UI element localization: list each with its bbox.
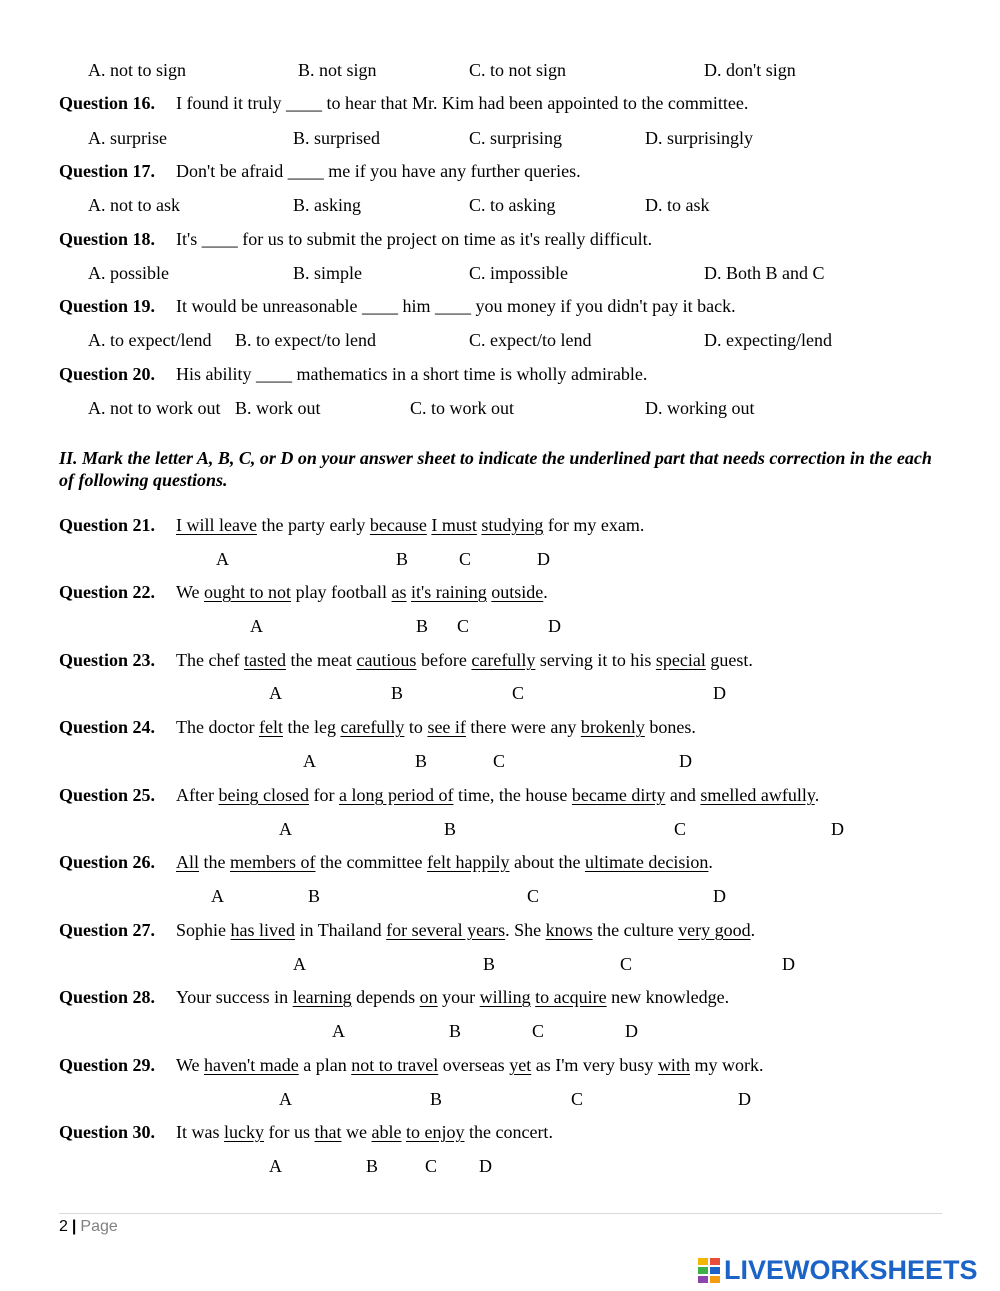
q26-letter-d: D <box>713 886 726 906</box>
underlined-part-b: because <box>369 515 427 535</box>
section-2-instruction: II. Mark the letter A, B, C, or D on your answer sheet to indicate the underlined part that needs correction in the each of following questions. <box>59 448 932 490</box>
q18-option-a: A. possible <box>88 263 169 283</box>
q16-option-c: C. surprising <box>469 128 563 148</box>
q18-option-b: B. simple <box>293 263 363 283</box>
question-label: Question 18. <box>59 229 156 249</box>
question-19 <box>59 295 736 317</box>
underlined-part-b: not to travel <box>351 1055 439 1075</box>
underlined-part-d: to acquire <box>535 987 607 1007</box>
q30-letter-b: B <box>366 1156 379 1176</box>
q17-option-b: B. asking <box>293 195 362 215</box>
underlined-part-a: learning <box>292 987 352 1007</box>
underlined-part-b: carefully <box>340 717 405 737</box>
footer-divider <box>59 1213 942 1214</box>
q15-option-b: B. not sign <box>298 60 377 80</box>
sentence-text: . She <box>505 920 546 940</box>
underlined-part-b: on <box>419 987 438 1007</box>
sentence-text: for us <box>264 1122 315 1142</box>
question-22 <box>59 581 548 603</box>
question-24 <box>59 716 696 738</box>
underlined-part-b: as <box>391 582 407 602</box>
underlined-part-a: haven't made <box>204 1055 299 1075</box>
q23-letter-d: D <box>713 683 726 703</box>
question-30 <box>59 1121 553 1143</box>
sentence-text: in Thailand <box>295 920 387 940</box>
question-23 <box>59 649 753 671</box>
sentence-text: The doctor <box>176 717 259 737</box>
underlined-part-d: brokenly <box>580 717 645 737</box>
q24-letter-c: C <box>493 751 506 771</box>
page-footer <box>59 1216 118 1238</box>
question-25 <box>59 784 819 806</box>
sentence-text: the <box>199 852 231 872</box>
q28-letter-c: C <box>532 1021 545 1041</box>
q29-letter-d: D <box>738 1089 751 1109</box>
q16-option-d: D. surprisingly <box>645 128 753 148</box>
underlined-part-c: felt happily <box>426 852 510 872</box>
question-label: Question 20. <box>59 364 156 384</box>
question-20 <box>59 363 647 385</box>
question-label: Question 26. <box>59 852 156 872</box>
page-number: 2 <box>59 1218 68 1235</box>
q25-letter-a: A <box>279 819 292 839</box>
underlined-part-c: I must <box>431 515 477 535</box>
question-label: Question 24. <box>59 717 156 737</box>
sentence-text: Sophie <box>176 920 231 940</box>
sentence-text: After <box>176 785 219 805</box>
q15-option-a: A. not to sign <box>88 60 187 80</box>
underlined-part-c: willing <box>479 987 531 1007</box>
q19-option-d: D. expecting/lend <box>704 330 832 350</box>
sentence-text: we <box>341 1122 372 1142</box>
underlined-part-b: that <box>314 1122 342 1142</box>
sentence-text: . <box>543 582 548 602</box>
underlined-part-a: lucky <box>224 1122 264 1142</box>
question-27 <box>59 919 755 941</box>
q16-option-b: B. surprised <box>293 128 380 148</box>
question-label: Question 23. <box>59 650 156 670</box>
q22-letter-a: A <box>250 616 263 636</box>
underlined-part-a: tasted <box>243 650 286 670</box>
underlined-part-d: very good <box>678 920 751 940</box>
sentence-text: a plan <box>298 1055 352 1075</box>
underlined-part-a: All <box>176 852 200 872</box>
q22-letter-b: B <box>416 616 429 636</box>
question-label: Question 17. <box>59 161 156 181</box>
sentence-text: bones. <box>644 717 696 737</box>
q17-option-c: C. to asking <box>469 195 556 215</box>
q20-option-d: D. working out <box>645 398 755 418</box>
question-label: Question 25. <box>59 785 156 805</box>
sentence-text: time, the house <box>453 785 572 805</box>
q24-letter-d: D <box>679 751 692 771</box>
underlined-part-c: see if <box>427 717 466 737</box>
sentence-text: the culture <box>592 920 679 940</box>
sentence-text: there were any <box>465 717 581 737</box>
q17-option-a: A. not to ask <box>88 195 180 215</box>
q21-letter-d: D <box>537 549 550 569</box>
underlined-part-c: carefully <box>471 650 536 670</box>
liveworksheets-icon <box>698 1256 722 1284</box>
underlined-part-a: has lived <box>230 920 296 940</box>
underlined-part-a: being closed <box>218 785 309 805</box>
liveworksheets-logo <box>698 1255 978 1285</box>
q15-option-d: D. don't sign <box>704 60 796 80</box>
q29-letter-a: A <box>279 1089 292 1109</box>
q28-letter-a: A <box>332 1021 345 1041</box>
sentence-text: as I'm very busy <box>531 1055 658 1075</box>
q19-option-a: A. to expect/lend <box>88 330 212 350</box>
question-18 <box>59 228 652 250</box>
q21-letter-c: C <box>459 549 472 569</box>
underlined-part-d: to enjoy <box>405 1122 465 1142</box>
sentence-text: the meat <box>285 650 357 670</box>
sentence-text: to <box>404 717 428 737</box>
q24-letter-b: B <box>415 751 428 771</box>
sentence-text: the leg <box>282 717 341 737</box>
question-text: I found it truly ____ to hear that Mr. Kim had been appointed to the committee. <box>176 93 749 113</box>
footer-separator: | <box>71 1218 77 1235</box>
sentence-text: We <box>176 1055 205 1075</box>
sentence-text: before <box>416 650 472 670</box>
question-text: His ability ____ mathematics in a short time is wholly admirable. <box>176 364 648 384</box>
question-label: Question 30. <box>59 1122 156 1142</box>
question-29 <box>59 1054 763 1076</box>
q29-letter-c: C <box>571 1089 584 1109</box>
underlined-part-c: it's raining <box>411 582 487 602</box>
question-label: Question 22. <box>59 582 156 602</box>
sentence-text: play football <box>291 582 392 602</box>
sentence-text: guest. <box>705 650 753 670</box>
q29-letter-b: B <box>430 1089 443 1109</box>
sentence-text: the party early <box>256 515 370 535</box>
underlined-part-b: members of <box>230 852 316 872</box>
sentence-text: the concert. <box>464 1122 553 1142</box>
q18-option-d: D. Both B and C <box>704 263 825 283</box>
sentence-text: serving it to his <box>535 650 656 670</box>
q22-letter-d: D <box>548 616 561 636</box>
underlined-part-a: ought to not <box>204 582 292 602</box>
q30-letter-d: D <box>479 1156 492 1176</box>
q28-letter-d: D <box>625 1021 638 1041</box>
sentence-text: . <box>814 785 820 805</box>
q25-letter-c: C <box>674 819 687 839</box>
sentence-text: . <box>708 852 713 872</box>
page-label: Page <box>80 1218 118 1235</box>
sentence-text: overseas <box>438 1055 510 1075</box>
question-label: Question 29. <box>59 1055 156 1075</box>
q25-letter-b: B <box>444 819 457 839</box>
q27-letter-d: D <box>782 954 795 974</box>
q18-option-c: C. impossible <box>469 263 569 283</box>
q24-letter-a: A <box>303 751 316 771</box>
q21-letter-a: A <box>216 549 229 569</box>
question-16 <box>59 92 748 114</box>
underlined-part-c: became dirty <box>571 785 666 805</box>
question-label: Question 27. <box>59 920 156 940</box>
underlined-part-d: studying <box>481 515 544 535</box>
underlined-part-d: ultimate decision <box>584 852 709 872</box>
q27-letter-c: C <box>620 954 633 974</box>
underlined-part-b: for several years <box>386 920 506 940</box>
q27-letter-b: B <box>483 954 496 974</box>
q26-letter-a: A <box>211 886 224 906</box>
sentence-text: . <box>750 920 756 940</box>
sentence-text: the committee <box>315 852 427 872</box>
q25-letter-d: D <box>831 819 844 839</box>
sentence-text: Your success in <box>176 987 293 1007</box>
question-text: It would be unreasonable ____ him ____ you money if you didn't pay it back. <box>176 296 736 316</box>
q27-letter-a: A <box>293 954 306 974</box>
q17-option-d: D. to ask <box>645 195 710 215</box>
question-label: Question 21. <box>59 515 156 535</box>
sentence-text: for my exam. <box>543 515 645 535</box>
q30-letter-a: A <box>269 1156 282 1176</box>
sentence-text: for <box>308 785 339 805</box>
q20-option-b: B. work out <box>235 398 321 418</box>
question-21 <box>59 514 644 536</box>
underlined-part-c: yet <box>509 1055 532 1075</box>
question-text: Don't be afraid ____ me if you have any further queries. <box>176 161 581 181</box>
q19-option-b: B. to expect/to lend <box>235 330 376 350</box>
q19-option-c: C. expect/to lend <box>469 330 592 350</box>
q20-option-c: C. to work out <box>410 398 515 418</box>
sentence-text: your <box>437 987 480 1007</box>
question-26 <box>59 851 713 873</box>
underlined-part-c: able <box>371 1122 402 1142</box>
sentence-text: about the <box>509 852 585 872</box>
q23-letter-b: B <box>391 683 404 703</box>
question-label: Question 19. <box>59 296 156 316</box>
sentence-text: and <box>665 785 701 805</box>
question-label: Question 16. <box>59 93 156 113</box>
underlined-part-b: cautious <box>356 650 417 670</box>
underlined-part-a: felt <box>258 717 283 737</box>
q21-letter-b: B <box>396 549 409 569</box>
q23-letter-c: C <box>512 683 525 703</box>
q20-option-a: A. not to work out <box>88 398 221 418</box>
question-text: It's ____ for us to submit the project on time as it's really difficult. <box>176 229 653 249</box>
q30-letter-c: C <box>425 1156 438 1176</box>
sentence-text: The chef <box>176 650 244 670</box>
sentence-text: It was <box>176 1122 224 1142</box>
sentence-text: my work. <box>689 1055 764 1075</box>
underlined-part-d: outside <box>491 582 544 602</box>
q22-letter-c: C <box>457 616 470 636</box>
q16-option-a: A. surprise <box>88 128 167 148</box>
underlined-part-a: I will leave <box>176 515 257 535</box>
sentence-text: depends <box>351 987 420 1007</box>
q15-option-c: C. to not sign <box>469 60 567 80</box>
sentence-text: We <box>176 582 205 602</box>
sentence-text: new knowledge. <box>606 987 730 1007</box>
underlined-part-d: with <box>657 1055 690 1075</box>
q28-letter-b: B <box>449 1021 462 1041</box>
q26-letter-c: C <box>527 886 540 906</box>
question-17 <box>59 160 581 182</box>
q23-letter-a: A <box>269 683 282 703</box>
q26-letter-b: B <box>308 886 321 906</box>
underlined-part-d: special <box>655 650 706 670</box>
underlined-part-b: a long period of <box>338 785 454 805</box>
question-28 <box>59 986 729 1008</box>
underlined-part-d: smelled awfully <box>700 785 815 805</box>
brand-name: LIVEWORKSHEETS <box>724 1255 978 1285</box>
question-label: Question 28. <box>59 987 156 1007</box>
underlined-part-c: knows <box>545 920 593 940</box>
